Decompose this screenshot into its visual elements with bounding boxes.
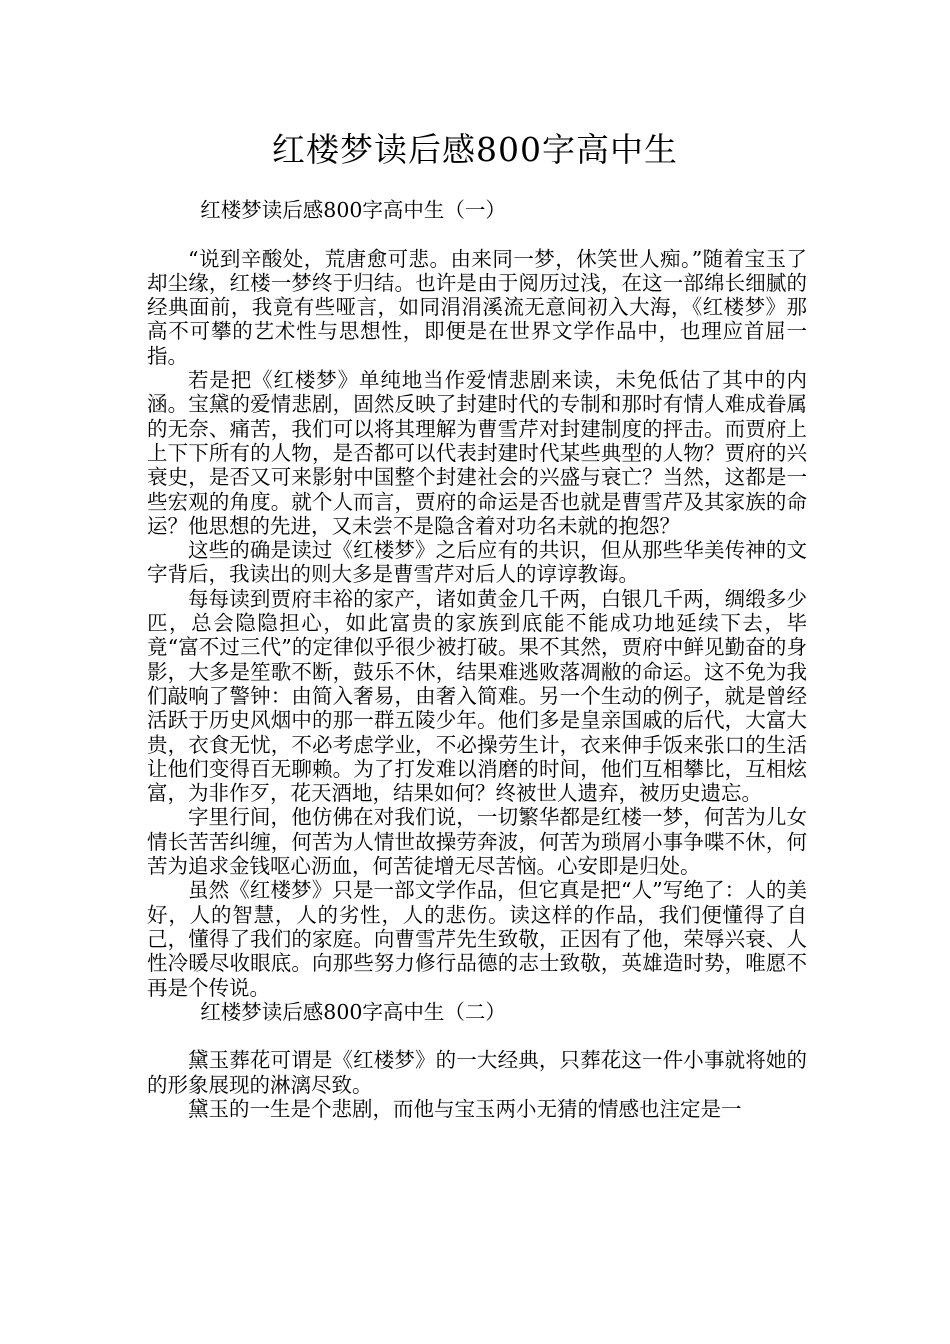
paragraph: 黛玉的一生是个悲剧，而他与宝玉两小无猜的情感也注定是一 [188,1096,742,1121]
paragraph: 若是把《红楼梦》单纯地当作爱情悲剧来读，未免低估了其中的内涵。宝黛的爱情悲剧，固然反映了封建时代的专制和那时有情人难成眷属的无奈、痛苦，我们可以将其理解为曹雪芹对封建制度的抨击。而贾府上上下下所有的人物，是否都可以代表封建时代某些典型的人物？贾府的兴衰史，是否又可来影射中国整个封建社会的兴盛与衰亡？当然，这都是一些宏观的角度。就个人而言，贾府的命运是否也就是曹雪芹及其家族的命运？他思想的先进，又未尝不是隐含着对功名未就的抱怨？ [147,368,807,538]
document-title: 红楼梦读后感800字高中生 [272,130,678,169]
paragraph: 这些的确是读过《红楼梦》之后应有的共识，但从那些华美传神的文字背后，我读出的则大多是曹雪芹对后人的谆谆教诲。 [147,538,807,587]
paragraph: 字里行间，他仿佛在对我们说，一切繁华都是红楼一梦，何苦为儿女情长苦苦纠缠，何苦为人情世故操劳奔波，何苦为琐屑小事争喋不休，何苦为追求金钱呕心沥血，何苦徒增无尽苦恼。心安即是归处。 [147,805,807,879]
paragraph: 黛玉葬花可谓是《红楼梦》的一大经典，只葬花这一件小事就将她的的形象展现的淋漓尽致。 [147,1048,807,1097]
paragraph: “说到辛酸处，荒唐愈可悲。由来同一梦，休笑世人痴。”随着宝玉了却尘缘，红楼一梦终于归结。也许是由于阅历过浅，在这一部绵长细腻的经典面前，我竟有些哑言，如同涓涓溪流无意间初入大海，《红楼梦》那高不可攀的艺术性与思想性，即便是在世界文学作品中，也理应首屈一指。 [147,246,807,368]
section-heading-2: 红楼梦读后感800字高中生（二） [200,999,506,1024]
blank-line [147,222,807,246]
paragraph: 虽然《红楼梦》只是一部文学作品，但它真是把“人”写绝了：人的美好，人的智慧，人的劣性，人的悲伤。读这样的作品，我们便懂得了自己，懂得了我们的家庭。向曹雪芹先生致敬，正因有了他，荣辱兴衰、人性冷暖尽收眼底。向那些努力修行品德的志士致敬，英雄造时势，唯愿不再是个传说。 [147,878,807,1000]
blank-line [147,1024,807,1048]
document-body [147,198,807,1121]
section-heading-1: 红楼梦读后感800字高中生（一） [200,198,506,222]
paragraph: 每每读到贾府丰裕的家产，诸如黄金几千两，白银几千两，绸缎多少匹，总会隐隐担心，如此富贵的家族到底能不能成功地延续下去，毕竟“富不过三代”的定律似乎很少被打破。果不其然，贾府中鲜见勤奋的身影，大多是笙歌不断，鼓乐不休，结果难逃败落凋敝的命运。这不免为我们敲响了警钟：由简入奢易，由奢入简难。另一个生动的例子，就是曾经活跃于历史风烟中的那一群五陵少年。他们多是皇亲国戚的后代，大富大贵，衣食无忧，不必考虑学业，不必操劳生计，衣来伸手饭来张口的生活让他们变得百无聊赖。为了打发难以消磨的时间，他们互相攀比，互相炫富，为非作歹，花天酒地，结果如何？终被世人遗弃，被历史遗忘。 [147,586,807,806]
